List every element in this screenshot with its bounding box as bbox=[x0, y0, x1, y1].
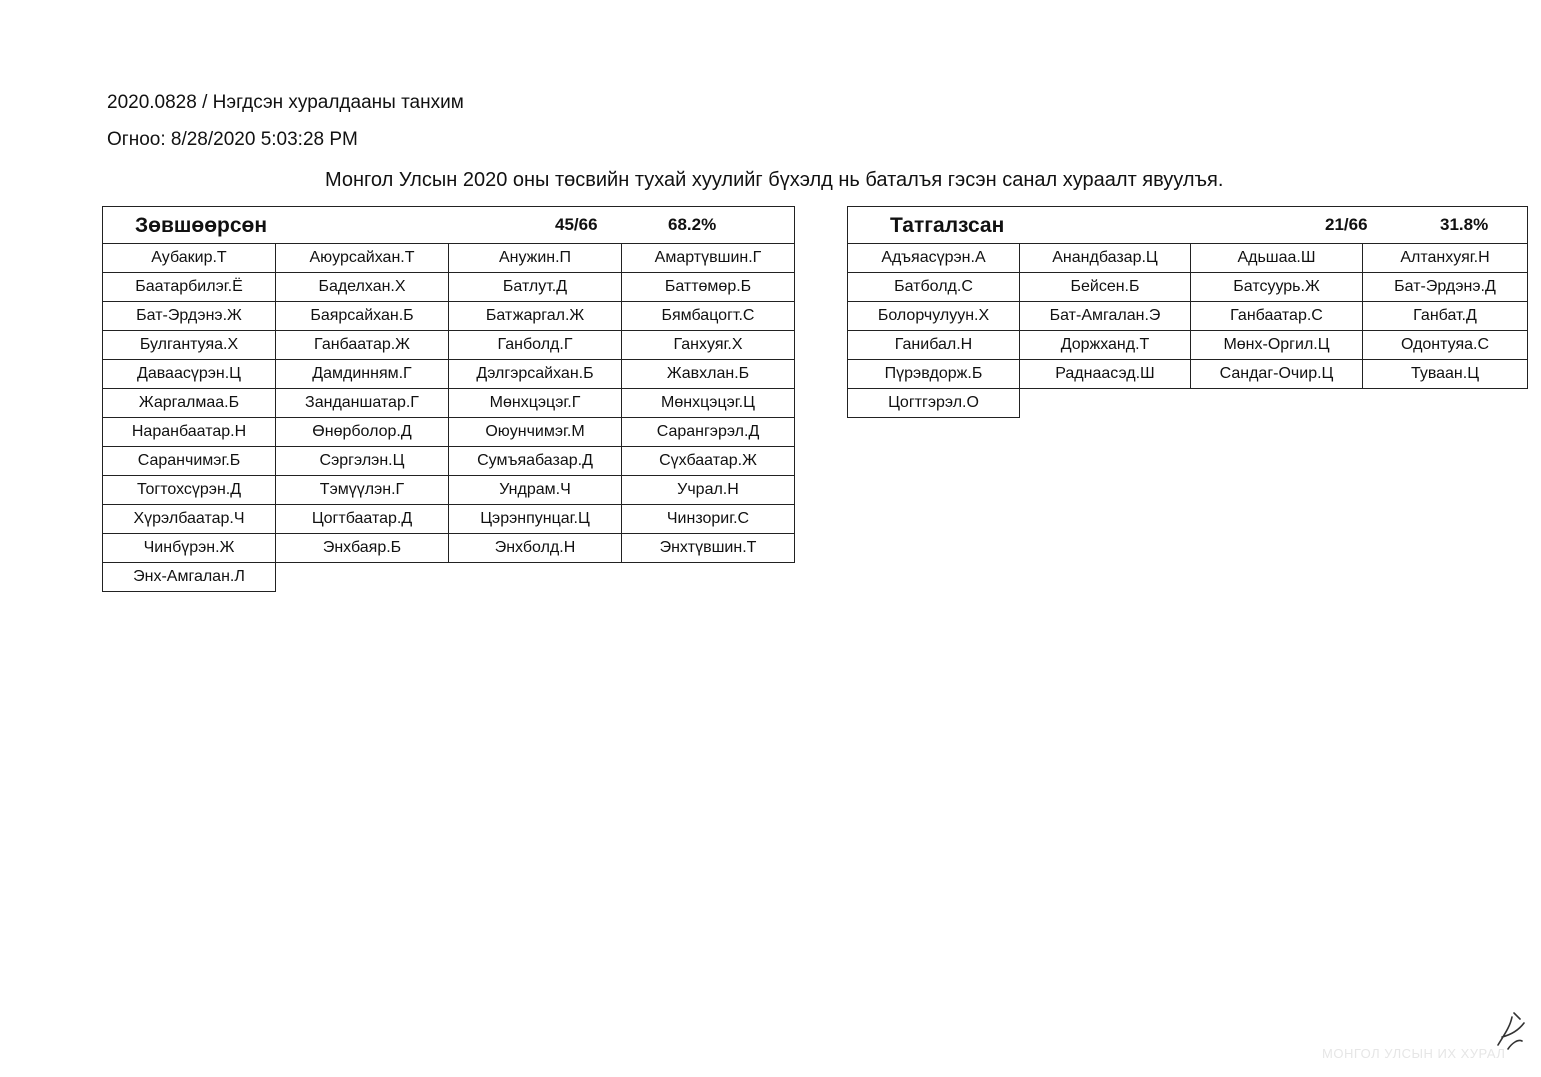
member-name: Сэргэлэн.Ц bbox=[276, 447, 449, 476]
table-row bbox=[103, 244, 795, 273]
table-row bbox=[103, 273, 795, 302]
empty-cell bbox=[622, 563, 795, 592]
yes-count: 45/66 bbox=[555, 215, 598, 234]
table-row bbox=[103, 563, 795, 592]
member-name: Наранбаатар.Н bbox=[103, 418, 276, 447]
vote-date: Огноо: 8/28/2020 5:03:28 PM bbox=[107, 129, 358, 150]
motion-text: Монгол Улсын 2020 оны төсвийн тухай хуулийг бүхэлд нь баталъя гэсэн санал хураалт явуулъя. bbox=[325, 169, 1224, 191]
member-name: Занданшатар.Г bbox=[276, 389, 449, 418]
table-row bbox=[848, 360, 1528, 389]
member-name: Батсуурь.Ж bbox=[1191, 273, 1363, 302]
member-name: Цогтбаатар.Д bbox=[276, 505, 449, 534]
member-name: Бат-Амгалан.Э bbox=[1020, 302, 1191, 331]
member-name: Сумъяабазар.Д bbox=[449, 447, 622, 476]
table-row bbox=[103, 389, 795, 418]
member-name: Ганболд.Г bbox=[449, 331, 622, 360]
table-row bbox=[103, 476, 795, 505]
no-header-row bbox=[848, 207, 1528, 244]
member-name: Адъяасүрэн.А bbox=[848, 244, 1020, 273]
member-name: Амартүвшин.Г bbox=[622, 244, 795, 273]
member-name: Жаргалмаа.Б bbox=[103, 389, 276, 418]
member-name: Аюурсайхан.Т bbox=[276, 244, 449, 273]
member-name: Мөнх-Оргил.Ц bbox=[1191, 331, 1363, 360]
member-name: Оюунчимэг.М bbox=[449, 418, 622, 447]
member-name: Анандбазар.Ц bbox=[1020, 244, 1191, 273]
member-name: Энхболд.Н bbox=[449, 534, 622, 563]
session-title: 2020.0828 / Нэгдсэн хуралдааны танхим bbox=[107, 92, 464, 113]
member-name: Ганбат.Д bbox=[1363, 302, 1528, 331]
member-name: Ганхуяг.Х bbox=[622, 331, 795, 360]
member-name: Сарангэрэл.Д bbox=[622, 418, 795, 447]
member-name: Ундрам.Ч bbox=[449, 476, 622, 505]
member-name: Аубакир.Т bbox=[103, 244, 276, 273]
member-name: Болорчулуун.Х bbox=[848, 302, 1020, 331]
member-name: Пүрэвдорж.Б bbox=[848, 360, 1020, 389]
member-name: Баделхан.Х bbox=[276, 273, 449, 302]
member-name: Алтанхуяг.Н bbox=[1363, 244, 1528, 273]
member-name: Баатарбилэг.Ё bbox=[103, 273, 276, 302]
member-name: Одонтуяа.С bbox=[1363, 331, 1528, 360]
member-name: Даваасүрэн.Ц bbox=[103, 360, 276, 389]
table-row bbox=[103, 360, 795, 389]
member-name: Цэрэнпунцаг.Ц bbox=[449, 505, 622, 534]
empty-cell bbox=[1191, 389, 1363, 418]
member-name: Бейсен.Б bbox=[1020, 273, 1191, 302]
member-name: Ганбаатар.С bbox=[1191, 302, 1363, 331]
member-name: Ганибал.Н bbox=[848, 331, 1020, 360]
member-name: Энх-Амгалан.Л bbox=[103, 563, 276, 592]
member-name: Булгантуяа.Х bbox=[103, 331, 276, 360]
table-row bbox=[103, 331, 795, 360]
table-row bbox=[848, 389, 1528, 418]
table-row bbox=[848, 302, 1528, 331]
empty-cell bbox=[1363, 389, 1528, 418]
member-name: Туваан.Ц bbox=[1363, 360, 1528, 389]
table-row bbox=[103, 447, 795, 476]
member-name: Саранчимэг.Б bbox=[103, 447, 276, 476]
no-percent: 31.8% bbox=[1440, 215, 1489, 234]
member-name: Батжаргал.Ж bbox=[449, 302, 622, 331]
empty-cell bbox=[1020, 389, 1191, 418]
member-name: Учрал.Н bbox=[622, 476, 795, 505]
table-row bbox=[848, 331, 1528, 360]
member-name: Бат-Эрдэнэ.Ж bbox=[103, 302, 276, 331]
table-row bbox=[848, 273, 1528, 302]
table-row bbox=[103, 534, 795, 563]
member-name: Баярсайхан.Б bbox=[276, 302, 449, 331]
table-row bbox=[103, 418, 795, 447]
member-name: Өнөрболор.Д bbox=[276, 418, 449, 447]
table-row bbox=[103, 302, 795, 331]
parliament-stamp: МОНГОЛ УЛСЫН ИХ ХУРАЛ bbox=[1322, 1046, 1506, 1061]
member-name: Сүхбаатар.Ж bbox=[622, 447, 795, 476]
member-name: Чинзориг.С bbox=[622, 505, 795, 534]
member-name: Мөнхцэцэг.Ц bbox=[622, 389, 795, 418]
no-votes-table bbox=[847, 206, 1528, 418]
member-name: Мөнхцэцэг.Г bbox=[449, 389, 622, 418]
member-name: Доржханд.Т bbox=[1020, 331, 1191, 360]
member-name: Бямбацогт.С bbox=[622, 302, 795, 331]
table-row bbox=[103, 505, 795, 534]
member-name: Энхтүвшин.Т bbox=[622, 534, 795, 563]
member-name: Баттөмөр.Б bbox=[622, 273, 795, 302]
member-name: Батболд.С bbox=[848, 273, 1020, 302]
yes-votes-table bbox=[102, 206, 795, 592]
member-name: Бат-Эрдэнэ.Д bbox=[1363, 273, 1528, 302]
yes-percent: 68.2% bbox=[668, 215, 717, 234]
yes-label: Зөвшөөрсөн bbox=[135, 214, 268, 237]
member-name: Хүрэлбаатар.Ч bbox=[103, 505, 276, 534]
member-name: Сандаг-Очир.Ц bbox=[1191, 360, 1363, 389]
member-name: Раднаасэд.Ш bbox=[1020, 360, 1191, 389]
member-name: Анужин.П bbox=[449, 244, 622, 273]
member-name: Адьшаа.Ш bbox=[1191, 244, 1363, 273]
member-name: Батлут.Д bbox=[449, 273, 622, 302]
member-name: Тогтохсүрэн.Д bbox=[103, 476, 276, 505]
no-count: 21/66 bbox=[1325, 215, 1368, 234]
empty-cell bbox=[449, 563, 622, 592]
table-row bbox=[848, 244, 1528, 273]
member-name: Ганбаатар.Ж bbox=[276, 331, 449, 360]
member-name: Тэмүүлэн.Г bbox=[276, 476, 449, 505]
no-label: Татгалзсан bbox=[890, 214, 1005, 237]
member-name: Цогтгэрэл.О bbox=[848, 389, 1020, 418]
member-name: Жавхлан.Б bbox=[622, 360, 795, 389]
member-name: Чинбүрэн.Ж bbox=[103, 534, 276, 563]
yes-header-row bbox=[103, 207, 795, 244]
empty-cell bbox=[276, 563, 449, 592]
member-name: Дамдинням.Г bbox=[276, 360, 449, 389]
member-name: Дэлгэрсайхан.Б bbox=[449, 360, 622, 389]
member-name: Энхбаяр.Б bbox=[276, 534, 449, 563]
